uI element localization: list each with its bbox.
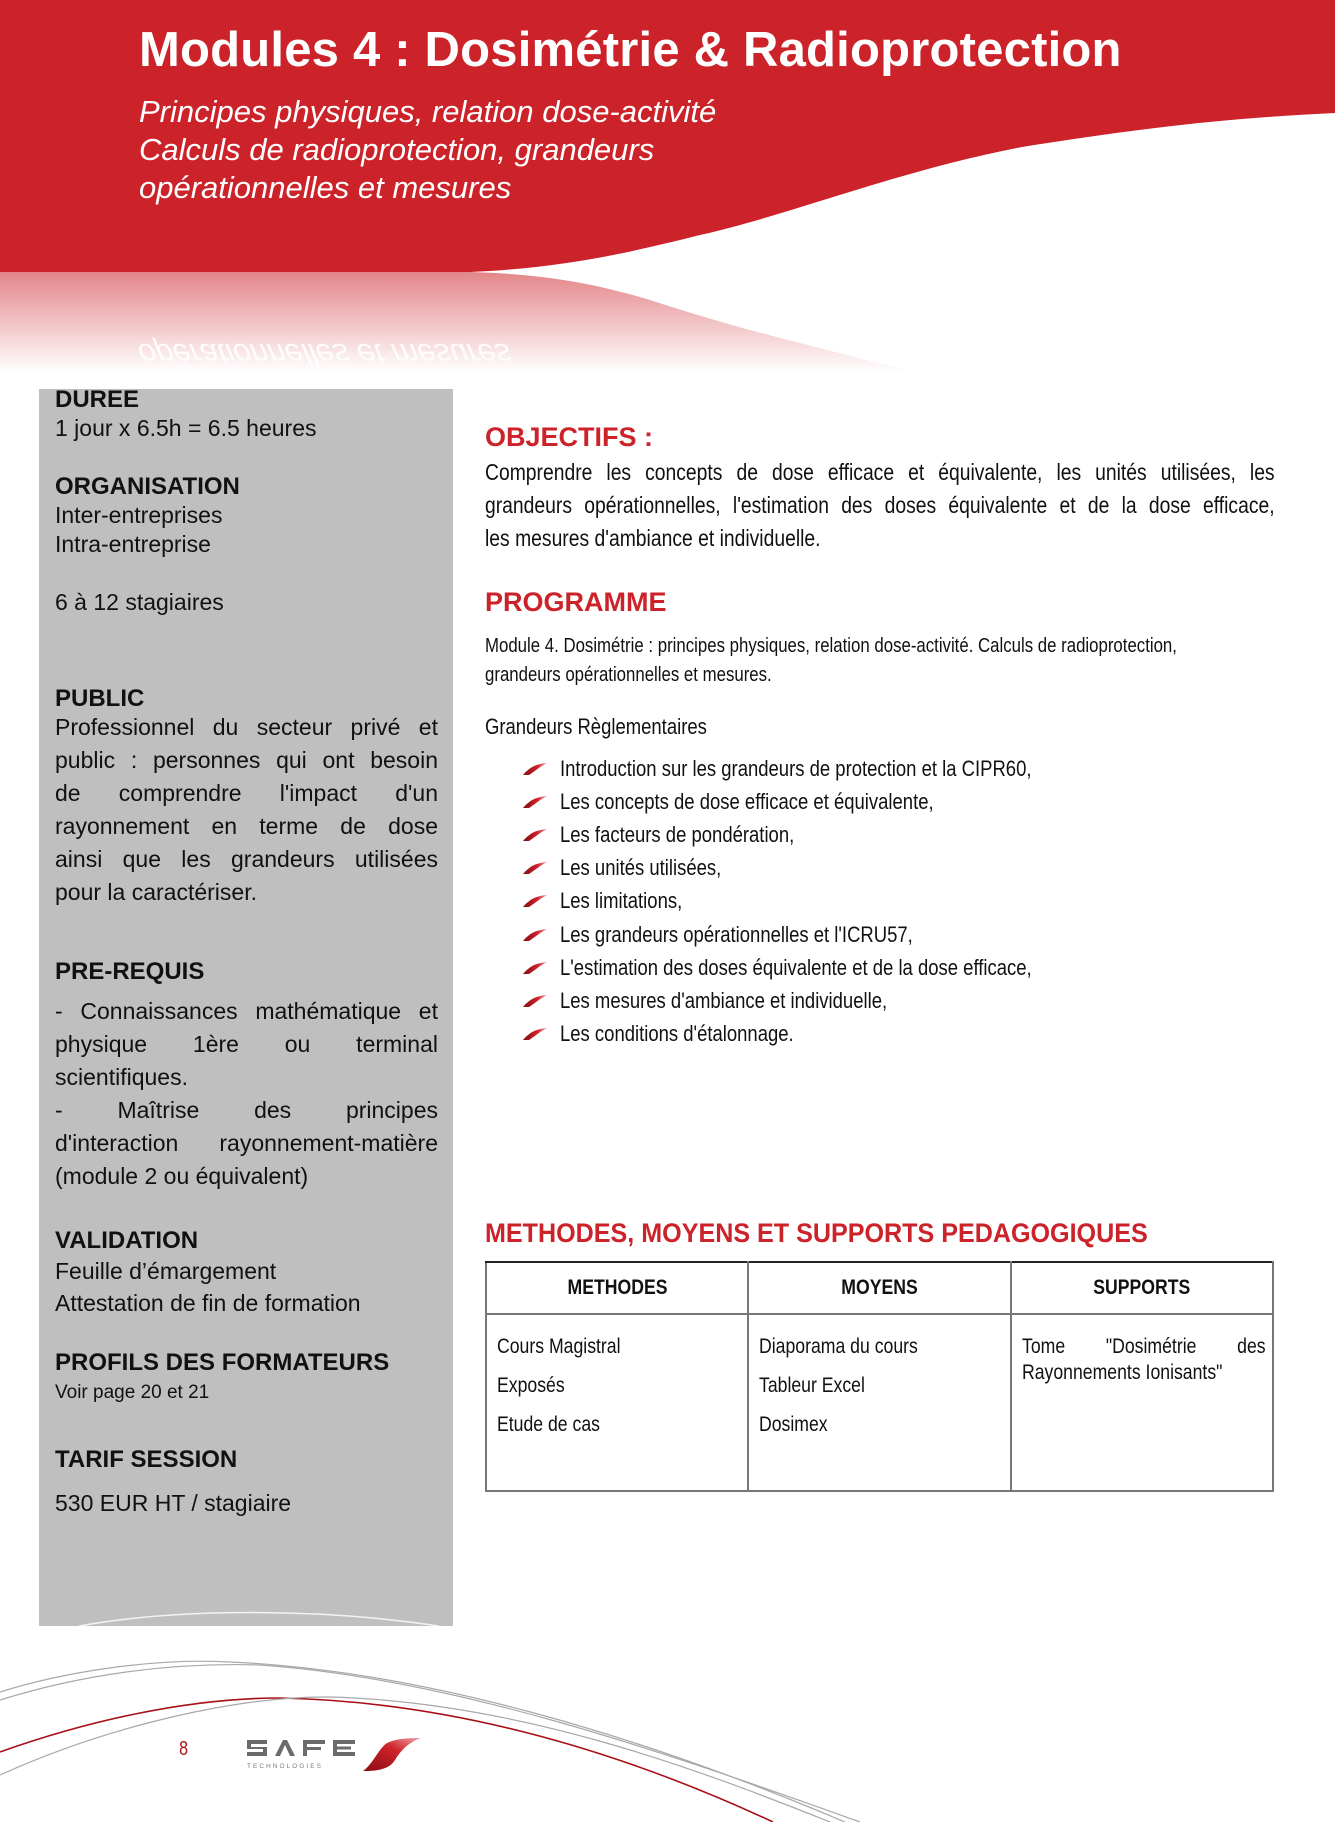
list-item: Introduction sur les grandeurs de protection et la CIPR60, bbox=[523, 752, 1122, 785]
tarif-value: 530 EUR HT / stagiaire bbox=[55, 1490, 292, 1516]
supports-cell: Tome "Dosimétrie des Rayonnements Ionisants" bbox=[1011, 1314, 1273, 1491]
programme-module-description: Module 4. Dosimétrie : principes physiques, relation dose-activité. Calculs de radioprotection, grandeurs opérationnelles et mesures. bbox=[485, 635, 1177, 686]
organisation-value: Intra-entreprise bbox=[55, 531, 211, 557]
programme-list bbox=[523, 752, 1122, 1051]
prerequis-description: - Connaissances mathématique et physique 1ère ou terminal scientifiques. - Maîtrise des principes d'interaction rayonnement-matière (module 2 ou équivalent) bbox=[55, 998, 438, 1189]
red-swoosh-bullet-icon bbox=[523, 962, 547, 974]
red-swoosh-bullet-icon bbox=[523, 829, 547, 841]
methodes-heading: METHODES, MOYENS ET SUPPORTS PEDAGOGIQUES bbox=[485, 1218, 1148, 1248]
organisation-heading: ORGANISATION bbox=[55, 473, 240, 500]
programme-section-label: Grandeurs Règlementaires bbox=[485, 714, 707, 739]
table-row bbox=[486, 1314, 1273, 1491]
red-swoosh-bullet-icon bbox=[523, 796, 547, 808]
column-header-methodes: METHODES bbox=[486, 1262, 748, 1314]
list-item: Les limitations, bbox=[523, 885, 1122, 918]
red-swoosh-bullet-icon bbox=[523, 862, 547, 874]
logo-subtext: TECHNOLOGIES bbox=[247, 1763, 323, 1770]
subtitle-reflection: opérationnelles et mesures bbox=[135, 337, 516, 372]
table-header-row bbox=[486, 1262, 1273, 1314]
column-header-moyens: MOYENS bbox=[748, 1262, 1010, 1314]
duree-heading: DUREE bbox=[55, 389, 140, 413]
list-item: Les concepts de dose efficace et équivalente, bbox=[523, 785, 1122, 818]
list-item: Les mesures d'ambiance et individuelle, bbox=[523, 984, 1122, 1017]
tarif-heading: TARIF SESSION bbox=[55, 1446, 238, 1473]
list-item: L'estimation des doses équivalente et de la dose efficace, bbox=[523, 951, 1122, 984]
profils-value: Voir page 20 et 21 bbox=[55, 1382, 210, 1403]
validation-value: Feuille d’émargement bbox=[55, 1258, 277, 1284]
objectifs-heading: OBJECTIFS : bbox=[485, 422, 654, 452]
stagiaires-count: 6 à 12 stagiaires bbox=[55, 589, 224, 615]
red-swoosh-bullet-icon bbox=[523, 1028, 547, 1040]
public-description: Professionnel du secteur privé et public : personnes qui ont besoin de comprendre l'impact d'un rayonnement en terme de dose ainsi que les grandeurs utilisées pour la caractériser. bbox=[55, 714, 438, 905]
validation-heading: VALIDATION bbox=[55, 1227, 199, 1254]
moyens-cell: Diaporama du cours Tableur Excel Dosimex bbox=[748, 1314, 1010, 1491]
objectifs-text: Comprendre les concepts de dose efficace et équivalente, les unités utilisées, les grandeurs opérationnelles, l'estimation des doses équivalente et de la dose efficace, les mesures d'ambiance et individuelle. bbox=[485, 459, 1275, 551]
subtitle-line: Principes physiques, relation dose-activité bbox=[139, 94, 717, 129]
page-subtitle bbox=[139, 93, 716, 207]
red-swoosh-bullet-icon bbox=[523, 995, 547, 1007]
duree-value: 1 jour x 6.5h = 6.5 heures bbox=[55, 415, 317, 441]
profils-heading: PROFILS DES FORMATEURS bbox=[55, 1349, 390, 1376]
list-item: Les unités utilisées, bbox=[523, 852, 1122, 885]
validation-value: Attestation de fin de formation bbox=[55, 1290, 361, 1316]
info-sidebar bbox=[39, 389, 453, 1626]
page-number: 8 bbox=[179, 1738, 189, 1760]
prerequis-heading: PRE-REQUIS bbox=[55, 958, 205, 985]
column-header-supports: SUPPORTS bbox=[1011, 1262, 1273, 1314]
sidebar-arc-decoration bbox=[39, 1606, 453, 1626]
page-title: Modules 4 : Dosimétrie & Radioprotection bbox=[139, 23, 1122, 77]
red-swoosh-bullet-icon bbox=[523, 929, 547, 941]
red-swoosh-bullet-icon bbox=[523, 763, 547, 775]
organisation-value: Inter-entreprises bbox=[55, 502, 223, 528]
methodes-table bbox=[485, 1261, 1274, 1492]
subtitle-line: Calculs de radioprotection, grandeurs bbox=[139, 132, 655, 167]
list-item: Les grandeurs opérationnelles et l'ICRU57, bbox=[523, 918, 1122, 951]
footer-decorative-curves bbox=[0, 1640, 1335, 1822]
list-item: Les facteurs de pondération, bbox=[523, 818, 1122, 851]
list-item: Les conditions d'étalonnage. bbox=[523, 1018, 1122, 1051]
red-swoosh-bullet-icon bbox=[523, 895, 547, 907]
public-heading: PUBLIC bbox=[55, 685, 145, 712]
methodes-cell: Cours Magistral Exposés Etude de cas bbox=[486, 1314, 748, 1491]
programme-heading: PROGRAMME bbox=[485, 587, 667, 617]
subtitle-line: opérationnelles et mesures bbox=[139, 170, 512, 205]
safe-technologies-logo bbox=[245, 1738, 425, 1772]
